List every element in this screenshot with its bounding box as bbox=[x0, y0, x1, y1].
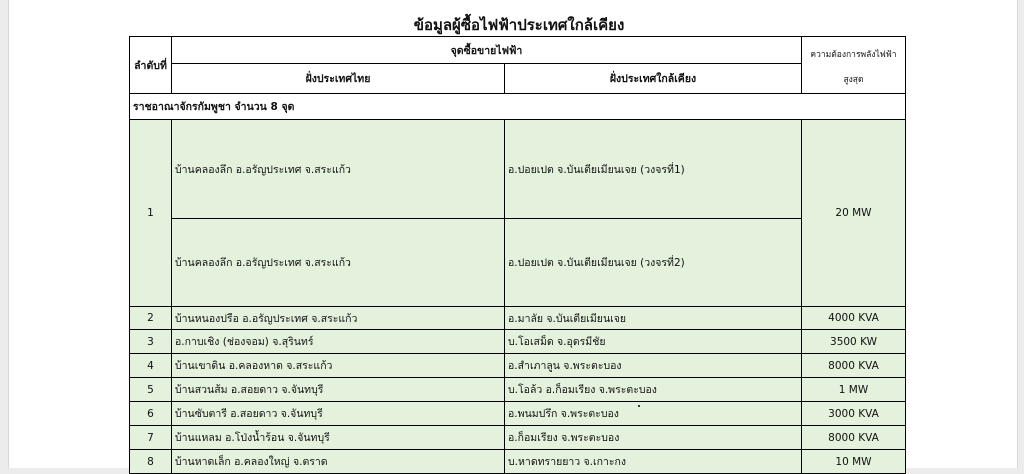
row-number: 2 bbox=[130, 307, 172, 330]
row-number: 4 bbox=[130, 354, 172, 378]
neighbor-side-cell: อ.ปอยเปต จ.บันเตียเมียนเจย (วงจรที่1) bbox=[505, 120, 802, 219]
demand-cell: 8000 KVA bbox=[802, 426, 906, 450]
demand-cell: 1 MW bbox=[802, 378, 906, 402]
thai-side-cell: บ้านซับตารี อ.สอยดาว จ.จันทบุรี bbox=[172, 402, 505, 426]
neighbor-side-cell: บ.โอล้ว อ.ก็อมเรียง จ.พระตะบอง bbox=[505, 378, 802, 402]
demand-cell: 20 MW bbox=[802, 120, 906, 307]
header-neighbor-side: ฝั่งประเทศใกล้เคียง bbox=[505, 64, 802, 94]
neighbor-side-cell: อ.ก็อมเรียง จ.พระตะบอง bbox=[505, 426, 802, 450]
header-trading-points: จุดซื้อขายไฟฟ้า bbox=[172, 37, 802, 64]
thai-side-cell: บ้านแหลม อ.โป่งน้ำร้อน จ.จันทบุรี bbox=[172, 426, 505, 450]
neighbor-side-cell: บ.โอเสม็ด จ.อุดรมีชัย bbox=[505, 330, 802, 354]
row-number: 6 bbox=[130, 402, 172, 426]
thai-side-cell: บ้านคลองลึก อ.อรัญประเทศ จ.สระแก้ว bbox=[172, 219, 505, 307]
document-page bbox=[8, 0, 1018, 468]
demand-cell: 8000 KVA bbox=[802, 354, 906, 378]
header-thai-side: ฝั่งประเทศไทย bbox=[172, 64, 505, 94]
neighbor-side-cell: อ.ปอยเปต จ.บันเตียเมียนเจย (วงจรที่2) bbox=[505, 219, 802, 307]
row-number: 3 bbox=[130, 330, 172, 354]
power-buyers-table bbox=[129, 36, 906, 474]
thai-side-cell: บ้านหาดเล็ก อ.คลองใหญ่ จ.ตราด bbox=[172, 450, 505, 474]
header-peak-demand bbox=[802, 37, 906, 94]
header-peak-demand-line2: สูงสุด bbox=[843, 75, 864, 85]
thai-side-cell: อ.กาบเชิง (ช่องจอม) จ.สุรินทร์ bbox=[172, 330, 505, 354]
row-number: 8 bbox=[130, 450, 172, 474]
document-title: ข้อมูลผู้ซื้อไฟฟ้าประเทศใกล้เคียง bbox=[413, 16, 625, 34]
demand-cell: 4000 KVA bbox=[802, 307, 906, 330]
row-number: 5 bbox=[130, 378, 172, 402]
neighbor-side-cell: อ.สำเภาลูน จ.พระตะบอง bbox=[505, 354, 802, 378]
demand-cell: 3500 KW bbox=[802, 330, 906, 354]
thai-side-cell: บ้านเขาดิน อ.คลองหาด จ.สระแก้ว bbox=[172, 354, 505, 378]
row-number: 1 bbox=[130, 120, 172, 307]
thai-side-cell: บ้านสวนส้ม อ.สอยดาว จ.จันทบุรี bbox=[172, 378, 505, 402]
neighbor-side-cell: อ.มาลัย จ.บันเตียเมียนเจย bbox=[505, 307, 802, 330]
row-number: 7 bbox=[130, 426, 172, 450]
thai-side-cell: บ้านคลองลึก อ.อรัญประเทศ จ.สระแก้ว bbox=[172, 120, 505, 219]
stray-dot bbox=[638, 405, 640, 407]
demand-cell: 10 MW bbox=[802, 450, 906, 474]
neighbor-side-cell: อ.พนมปรึก จ.พระตะบอง bbox=[505, 402, 802, 426]
demand-cell: 3000 KVA bbox=[802, 402, 906, 426]
thai-side-cell: บ้านหนองปรือ อ.อรัญประเทศ จ.สระแก้ว bbox=[172, 307, 505, 330]
header-peak-demand-line1: ความต้องการพลังไฟฟ้า bbox=[810, 50, 897, 60]
neighbor-side-cell: บ.หาดทรายยาว จ.เกาะกง bbox=[505, 450, 802, 474]
section-cambodia: ราชอาณาจักรกัมพูชา จำนวน 8 จุด bbox=[130, 94, 906, 120]
header-seq: ลำดับที่ bbox=[130, 37, 172, 94]
